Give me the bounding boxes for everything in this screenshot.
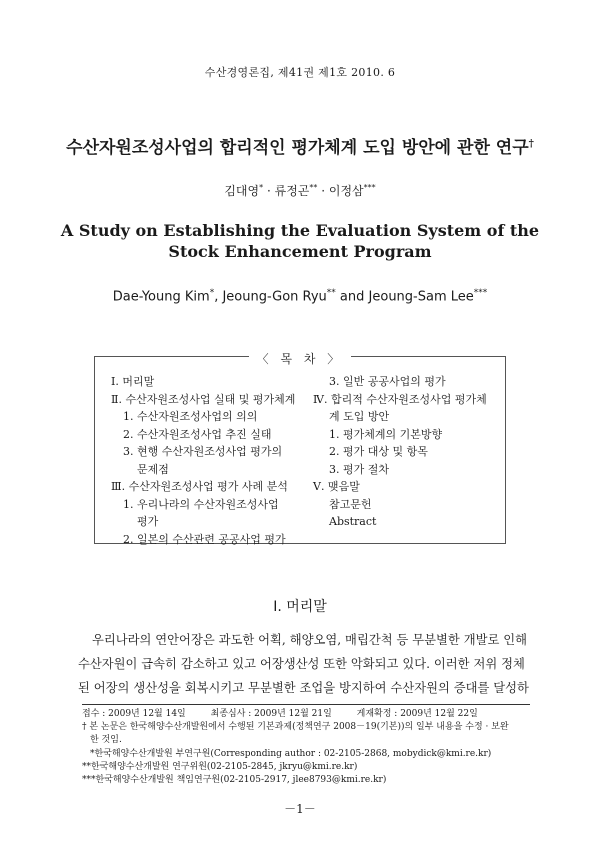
toc-item: 1. 우리나라의 수산자원조성사업: [123, 497, 279, 511]
toc-item: 3. 일반 공공사업의 평가: [329, 375, 446, 388]
body-paragraph: [78, 628, 533, 700]
footnote-rule: [82, 704, 530, 705]
toc-item: 평가: [137, 515, 159, 528]
reviewed-date: 최종심사 : 2009년 12월 21일: [210, 709, 332, 719]
footnote-author-3: ***한국해양수산개발원 책임연구원(02-2105-2917, jlee8793@kmi.re.kr): [82, 775, 387, 786]
toc-item: 참고문헌: [329, 497, 372, 511]
author-en-2-mark: **: [326, 288, 336, 298]
received-date: 접수 : 2009년 12월 14일: [82, 709, 186, 719]
author-en-1: Dae-Young Kim: [112, 289, 210, 305]
body-line: 우리나라의 연안어장은 과도한 어획, 해양오염, 매립간척 등 무분별한 개발로 인해: [92, 633, 527, 647]
author-en-2: Jeoung-Gon Ryu: [222, 289, 327, 305]
author-en-sep-2: and: [335, 289, 369, 305]
footnotes: [82, 708, 530, 787]
title-footnote-mark: †: [528, 138, 534, 150]
toc-item: 2. 일본의 수산관련 공공사업 평가: [123, 532, 286, 546]
toc-item: Ⅰ. 머리말: [111, 375, 155, 388]
footnote-funding: † 본 논문은 한국해양수산개발원에서 수행된 기본과제(정책연구 2008－19(기본))의 일부 내용을 수정 · 보완: [82, 722, 509, 733]
toc-item: 3. 현행 수산자원조성사업 평가의: [123, 445, 283, 458]
table-of-contents: [94, 352, 506, 546]
english-title: [60, 220, 540, 262]
toc-left-column: [111, 373, 311, 548]
toc-item: Ⅴ. 맺음말: [313, 480, 360, 493]
author-ko-3-mark: ***: [363, 183, 376, 192]
author-separator: ·: [266, 184, 271, 198]
toc-item: 3. 평가 절차: [329, 462, 389, 476]
toc-right-column: [313, 373, 498, 531]
english-authors: [0, 288, 600, 304]
toc-item: 2. 평가 대상 및 항목: [329, 445, 428, 458]
author-ko-1: 김대영: [224, 184, 260, 198]
footnote-author-1: *한국해양수산개발원 부연구원(Corresponding author : 02-2105-2868, mobydick@kmi.re.kr): [90, 748, 492, 759]
footnote-dates: [82, 708, 530, 721]
section-heading: Ⅰ. 머리말: [273, 599, 327, 615]
footnote-funding-cont: 한 것임.: [90, 735, 122, 746]
english-title-line-2: Stock Enhancement Program: [168, 242, 432, 261]
author-en-3-mark: ***: [473, 288, 488, 298]
accepted-date: 게재확정 : 2009년 12월 22일: [356, 709, 478, 719]
author-separator: ·: [321, 184, 326, 198]
toc-item: 2. 수산자원조성사업 추진 실태: [123, 427, 272, 441]
toc-item: 문제점: [137, 462, 169, 476]
korean-title-text: 수산자원조성사업의 합리적인 평가체계 도입 방안에 관한 연구: [66, 138, 529, 158]
journal-header: 수산경영론집, 제41권 제1호 2010. 6: [204, 66, 396, 79]
author-en-3: Jeoung-Sam Lee: [368, 289, 474, 305]
page-number: －1－: [284, 802, 316, 816]
toc-item: Ⅲ. 수산자원조성사업 평가 사례 분석: [111, 480, 288, 493]
author-en-sep-1: ,: [214, 289, 223, 305]
toc-item: Abstract: [329, 515, 377, 528]
author-ko-2-mark: **: [309, 183, 318, 192]
korean-title: [20, 133, 580, 158]
toc-item: 계 도입 방안: [329, 410, 390, 423]
toc-item: 1. 수산자원조성사업의 의의: [123, 410, 258, 423]
english-title-line-1: A Study on Establishing the Evaluation System of the: [60, 221, 540, 240]
body-line: 수산자원이 급속히 감소하고 있고 어장생산성 또한 악화되고 있다. 이러한 저위 정체: [78, 657, 525, 671]
toc-item: Ⅳ. 합리적 수산자원조성사업 평가체: [313, 392, 487, 406]
toc-item: 1. 평가체계의 기본방향: [329, 427, 443, 441]
author-ko-2: 류정곤: [274, 184, 310, 198]
author-ko-1-mark: *: [259, 183, 264, 192]
author-en-1-mark: *: [209, 288, 215, 298]
korean-authors: [0, 182, 600, 199]
footnote-author-2: **한국해양수산개발원 연구위원(02-2105-2845, jkryu@kmi.re.kr): [82, 761, 358, 772]
author-ko-3: 이정삼: [328, 184, 364, 198]
toc-item: Ⅱ. 수산자원조성사업 실태 및 평가체계: [111, 392, 296, 406]
body-line: 된 어장의 생산성을 회복시키고 무분별한 조업을 방지하여 수산자원의 증대를 달성하: [78, 681, 529, 695]
toc-label: 〈 목 차 〉: [249, 352, 352, 366]
